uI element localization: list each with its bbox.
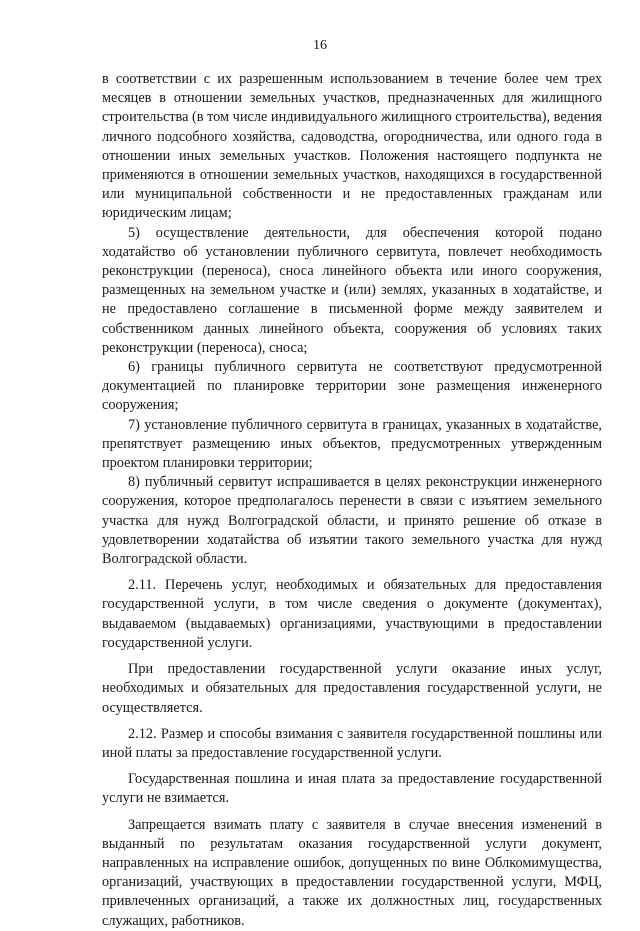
section-2-11-heading: 2.11. Перечень услуг, необходимых и обязательных для предоставления государственной услуги, в том числе сведения о документе (документах), выдаваемом (выдаваемых) организациями, участвующими в предоставлении государственной услуги.	[102, 577, 602, 651]
paragraph-continuation: в соответствии с их разрешенным использованием в течение более чем трех месяцев в отношении земельных участков, предназначенных для жилищного строительства (в том числе индивидуального жилищного строительства), ведения личного подсобного хозяйства, садоводства, огородничества, или одного года в отношении иных земельных участков. Положения настоящего подпункта не применяются в отношении земельных участков, находящихся в государственной или муниципальной собственности и не предоставленных гражданам или юридическим лицам;	[102, 71, 602, 222]
paragraph-item-5: 5) осуществление деятельности, для обеспечения которой подано ходатайство об установлении публичного сервитута, повлечет необходимость реконструкции (переноса), сноса линейного объекта или иного сооружения, размещенных на земельном участке и (или) землях, указанных в ходатайстве, и не предоставлено соглашение в письменной форме между заявителем и собственником данных линейного объекта, сооружения об условиях таких реконструкции (переноса), сноса;	[102, 224, 602, 356]
paragraph-services-not-provided: При предоставлении государственной услуги оказание иных услуг, необходимых и обязательных для предоставления государственной услуги, не осуществляется.	[102, 661, 602, 716]
paragraph-item-8: 8) публичный сервитут испрашивается в целях реконструкции инженерного сооружения, которое предполагалось перенести в связи с изъятием земельного участка для нужд Волгоградской области, и принято решение об отказе в удовлетворении ходатайства об изъятии такого земельного участка для нужд Волгоградской области.	[102, 474, 602, 568]
section-2-12-heading: 2.12. Размер и способы взимания с заявителя государственной пошлины или иной платы за предоставление государственной услуги.	[102, 725, 602, 761]
paragraph-fee-not-charged: Государственная пошлина и иная плата за предоставление государственной услуги не взимается.	[102, 771, 602, 807]
paragraph-item-7: 7) установление публичного сервитута в границах, указанных в ходатайстве, препятствует размещению иных объектов, предусмотренных утвержденным проектом планировки территории;	[102, 416, 602, 472]
paragraph-fee-prohibited: Запрещается взимать плату с заявителя в случае внесения изменений в выданный по результатам оказания государственной услуги документ, направленных на исправление ошибок, допущенных по вине Облкомимущества, организаций, участвующих в предоставлении государственной услуги, МФЦ, привлеченных организаций, а также их должностных лиц, государственных служащих, работников.	[102, 816, 602, 929]
paragraph-item-6: 6) границы публичного сервитута не соответствуют предусмотренной документацией по планировке территории зоне размещения инженерного сооружения;	[102, 359, 602, 414]
page-number: 16	[313, 38, 327, 53]
document-body	[102, 70, 602, 931]
